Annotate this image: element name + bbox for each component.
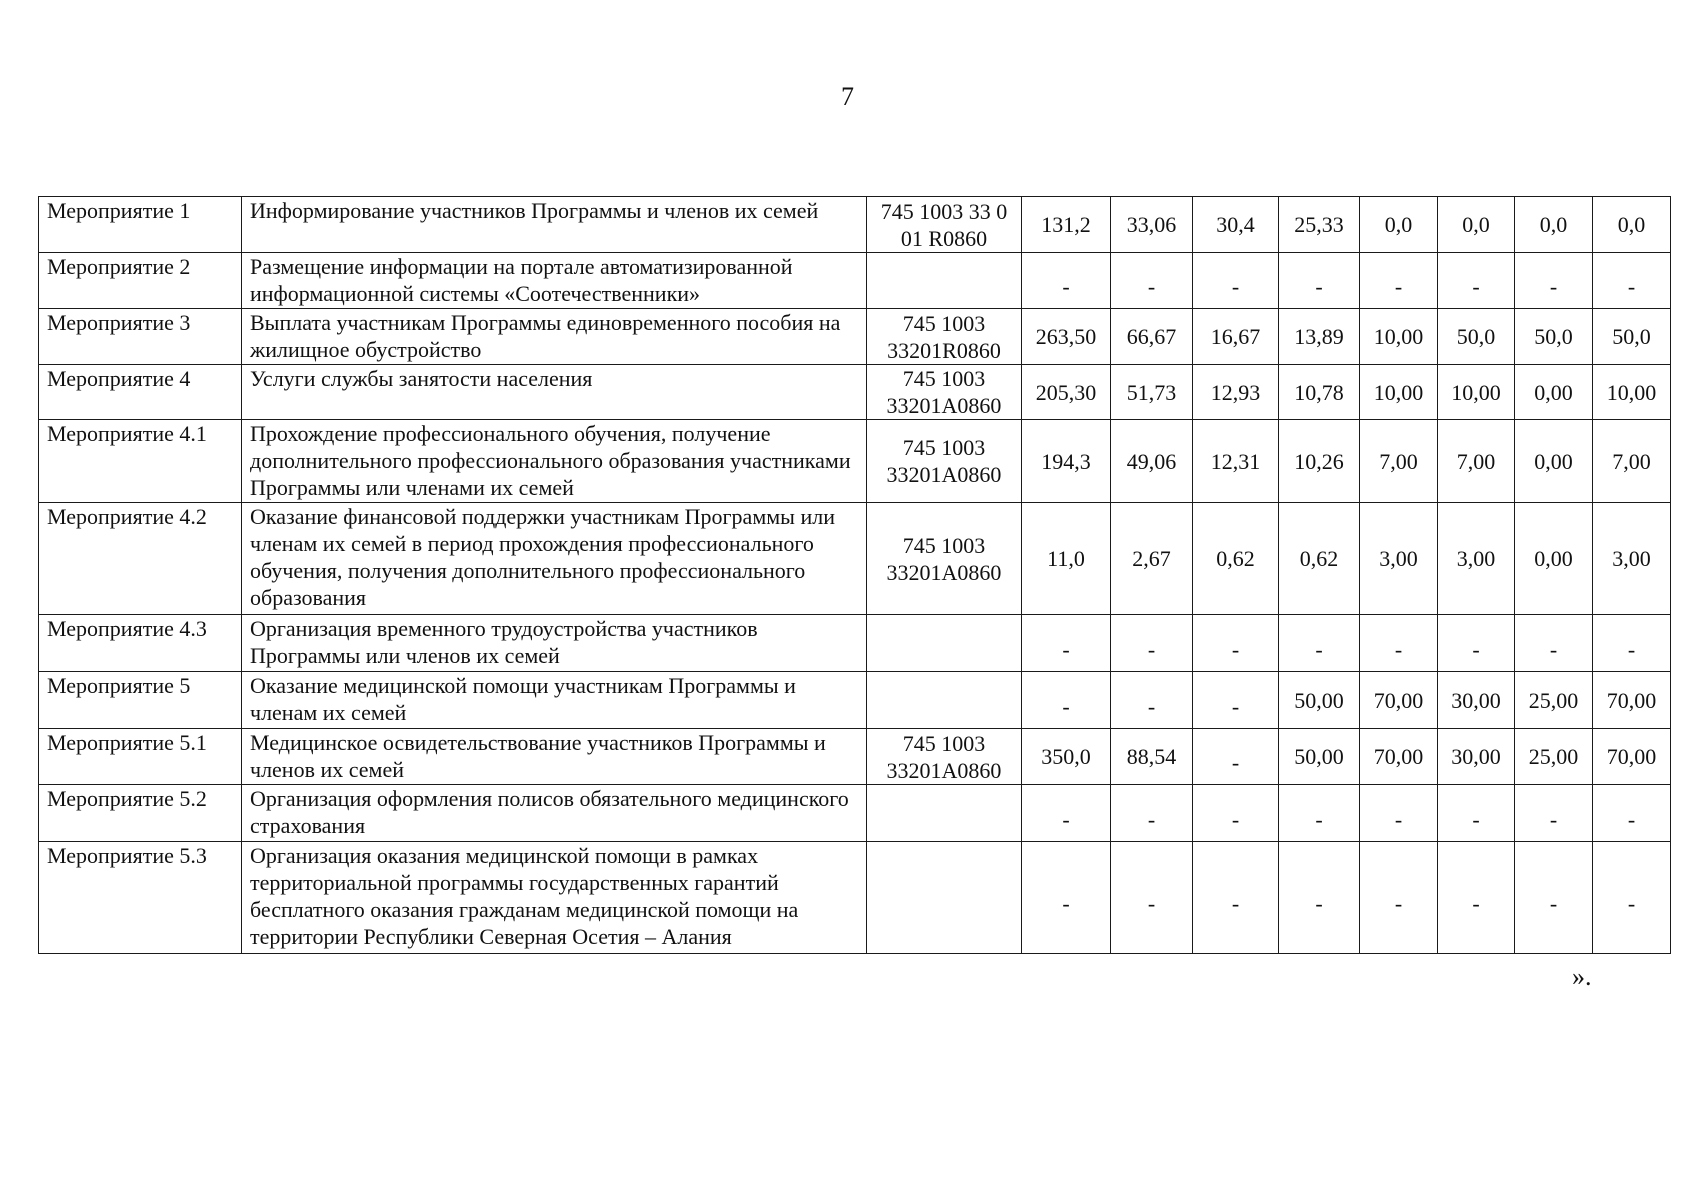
table-row	[39, 197, 1671, 253]
amount-cell: 70,00	[1593, 729, 1671, 785]
table-row	[39, 842, 1671, 954]
closing-quote-mark: ».	[1572, 962, 1592, 991]
measure-description-cell: Оказание медицинской помощи участникам Программы и членам их семей	[242, 672, 867, 729]
amount-cell: 0,62	[1279, 503, 1360, 615]
amount-cell: 7,00	[1438, 420, 1515, 503]
table-row	[39, 420, 1671, 503]
measure-name-cell: Мероприятие 4.2	[39, 503, 242, 615]
amount-cell: 3,00	[1593, 503, 1671, 615]
budget-code-cell	[867, 615, 1022, 672]
table-row	[39, 672, 1671, 729]
amount-cell: 0,0	[1360, 197, 1438, 253]
amount-cell: 205,30	[1022, 365, 1111, 420]
amount-cell: 0,00	[1515, 420, 1593, 503]
measure-name-cell: Мероприятие 5.3	[39, 842, 242, 954]
measure-description-cell: Медицинское освидетельствование участников Программы и членов их семей	[242, 729, 867, 785]
amount-cell: -	[1593, 785, 1671, 842]
measure-name-cell: Мероприятие 4.1	[39, 420, 242, 503]
amount-cell: 7,00	[1593, 420, 1671, 503]
amount-cell: -	[1360, 615, 1438, 672]
amount-cell: 2,67	[1111, 503, 1193, 615]
amount-cell: -	[1022, 253, 1111, 309]
table-row	[39, 253, 1671, 309]
measure-description-cell: Оказание финансовой поддержки участникам Программы или членам их семей в период прохождения профессионального обучения, получения дополнительного профессионального образования	[242, 503, 867, 615]
amount-cell: 70,00	[1593, 672, 1671, 729]
table-row	[39, 365, 1671, 420]
amount-cell: 25,00	[1515, 729, 1593, 785]
amount-cell: -	[1111, 253, 1193, 309]
amount-cell: 0,62	[1193, 503, 1279, 615]
amount-cell: -	[1515, 253, 1593, 309]
amount-cell: 66,67	[1111, 309, 1193, 365]
amount-cell: 11,0	[1022, 503, 1111, 615]
table-body	[39, 197, 1671, 954]
budget-code-cell	[867, 253, 1022, 309]
amount-cell: 30,00	[1438, 729, 1515, 785]
amount-cell: 33,06	[1111, 197, 1193, 253]
amount-cell: -	[1515, 785, 1593, 842]
amount-cell: -	[1022, 615, 1111, 672]
amount-cell: 10,78	[1279, 365, 1360, 420]
amount-cell: 10,26	[1279, 420, 1360, 503]
amount-cell: 3,00	[1360, 503, 1438, 615]
measure-name-cell: Мероприятие 3	[39, 309, 242, 365]
amount-cell: 0,0	[1438, 197, 1515, 253]
budget-code-cell: 745 1003 33201А0860	[867, 729, 1022, 785]
amount-cell: -	[1515, 842, 1593, 954]
amount-cell: 51,73	[1111, 365, 1193, 420]
amount-cell: -	[1111, 672, 1193, 729]
measure-name-cell: Мероприятие 1	[39, 197, 242, 253]
amount-cell: 50,00	[1279, 729, 1360, 785]
amount-cell: -	[1193, 253, 1279, 309]
amount-cell: 263,50	[1022, 309, 1111, 365]
budget-code-cell	[867, 672, 1022, 729]
amount-cell: 0,00	[1515, 503, 1593, 615]
measure-name-cell: Мероприятие 5	[39, 672, 242, 729]
budget-code-cell	[867, 785, 1022, 842]
table-row	[39, 615, 1671, 672]
amount-cell: -	[1593, 253, 1671, 309]
budget-code-cell: 745 1003 33 0 01 R0860	[867, 197, 1022, 253]
amount-cell: -	[1111, 615, 1193, 672]
amount-cell: 25,00	[1515, 672, 1593, 729]
table-row	[39, 785, 1671, 842]
amount-cell: -	[1438, 253, 1515, 309]
amount-cell: 10,00	[1360, 365, 1438, 420]
amount-cell: 50,0	[1593, 309, 1671, 365]
amount-cell: 350,0	[1022, 729, 1111, 785]
amount-cell: 131,2	[1022, 197, 1111, 253]
amount-cell: 70,00	[1360, 672, 1438, 729]
amount-cell: 16,67	[1193, 309, 1279, 365]
amount-cell: -	[1593, 615, 1671, 672]
measure-description-cell: Размещение информации на портале автоматизированной информационной системы «Соотечественники»	[242, 253, 867, 309]
amount-cell: -	[1193, 842, 1279, 954]
budget-code-cell: 745 1003 33201А0860	[867, 503, 1022, 615]
amount-cell: -	[1193, 785, 1279, 842]
amount-cell: 12,93	[1193, 365, 1279, 420]
measures-table	[38, 196, 1671, 954]
amount-cell: -	[1360, 785, 1438, 842]
amount-cell: 30,00	[1438, 672, 1515, 729]
amount-cell: 3,00	[1438, 503, 1515, 615]
amount-cell: 7,00	[1360, 420, 1438, 503]
table-row	[39, 729, 1671, 785]
table-row	[39, 503, 1671, 615]
table-row	[39, 309, 1671, 365]
amount-cell: -	[1279, 615, 1360, 672]
amount-cell: -	[1593, 842, 1671, 954]
measure-name-cell: Мероприятие 4.3	[39, 615, 242, 672]
amount-cell: -	[1111, 785, 1193, 842]
amount-cell: -	[1111, 842, 1193, 954]
measure-description-cell: Информирование участников Программы и членов их семей	[242, 197, 867, 253]
amount-cell: -	[1279, 785, 1360, 842]
page-number: 7	[841, 82, 854, 111]
measure-description-cell: Организация временного трудоустройства участников Программы или членов их семей	[242, 615, 867, 672]
amount-cell: -	[1515, 615, 1593, 672]
amount-cell: 25,33	[1279, 197, 1360, 253]
amount-cell: 0,00	[1515, 365, 1593, 420]
budget-code-cell: 745 1003 33201R0860	[867, 309, 1022, 365]
amount-cell: 10,00	[1593, 365, 1671, 420]
measure-name-cell: Мероприятие 2	[39, 253, 242, 309]
amount-cell: 10,00	[1360, 309, 1438, 365]
amount-cell: -	[1438, 842, 1515, 954]
amount-cell: 30,4	[1193, 197, 1279, 253]
amount-cell: 50,0	[1438, 309, 1515, 365]
measure-description-cell: Организация оказания медицинской помощи в рамках территориальной программы государственных гарантий бесплатного оказания гражданам медицинской помощи на территории Республики Северная Осетия – Алания	[242, 842, 867, 954]
measure-name-cell: Мероприятие 5.1	[39, 729, 242, 785]
amount-cell: -	[1022, 842, 1111, 954]
amount-cell: 12,31	[1193, 420, 1279, 503]
budget-code-cell: 745 1003 33201А0860	[867, 420, 1022, 503]
amount-cell: 88,54	[1111, 729, 1193, 785]
measure-description-cell: Выплата участникам Программы единовременного пособия на жилищное обустройство	[242, 309, 867, 365]
amount-cell: -	[1279, 253, 1360, 309]
amount-cell: -	[1022, 672, 1111, 729]
amount-cell: -	[1279, 842, 1360, 954]
measure-name-cell: Мероприятие 5.2	[39, 785, 242, 842]
amount-cell: -	[1438, 615, 1515, 672]
measure-description-cell: Прохождение профессионального обучения, получение дополнительного профессионального образования участниками Программы или членами их семей	[242, 420, 867, 503]
budget-code-cell	[867, 842, 1022, 954]
amount-cell: -	[1438, 785, 1515, 842]
amount-cell: 50,00	[1279, 672, 1360, 729]
amount-cell: 13,89	[1279, 309, 1360, 365]
measure-description-cell: Организация оформления полисов обязательного медицинского страхования	[242, 785, 867, 842]
amount-cell: 0,0	[1515, 197, 1593, 253]
amount-cell: 0,0	[1593, 197, 1671, 253]
amount-cell: -	[1193, 672, 1279, 729]
amount-cell: -	[1360, 253, 1438, 309]
measure-name-cell: Мероприятие 4	[39, 365, 242, 420]
amount-cell: -	[1193, 729, 1279, 785]
amount-cell: -	[1022, 785, 1111, 842]
amount-cell: -	[1360, 842, 1438, 954]
amount-cell: -	[1193, 615, 1279, 672]
amount-cell: 49,06	[1111, 420, 1193, 503]
amount-cell: 194,3	[1022, 420, 1111, 503]
amount-cell: 50,0	[1515, 309, 1593, 365]
amount-cell: 10,00	[1438, 365, 1515, 420]
amount-cell: 70,00	[1360, 729, 1438, 785]
measure-description-cell: Услуги службы занятости населения	[242, 365, 867, 420]
budget-code-cell: 745 1003 33201А0860	[867, 365, 1022, 420]
